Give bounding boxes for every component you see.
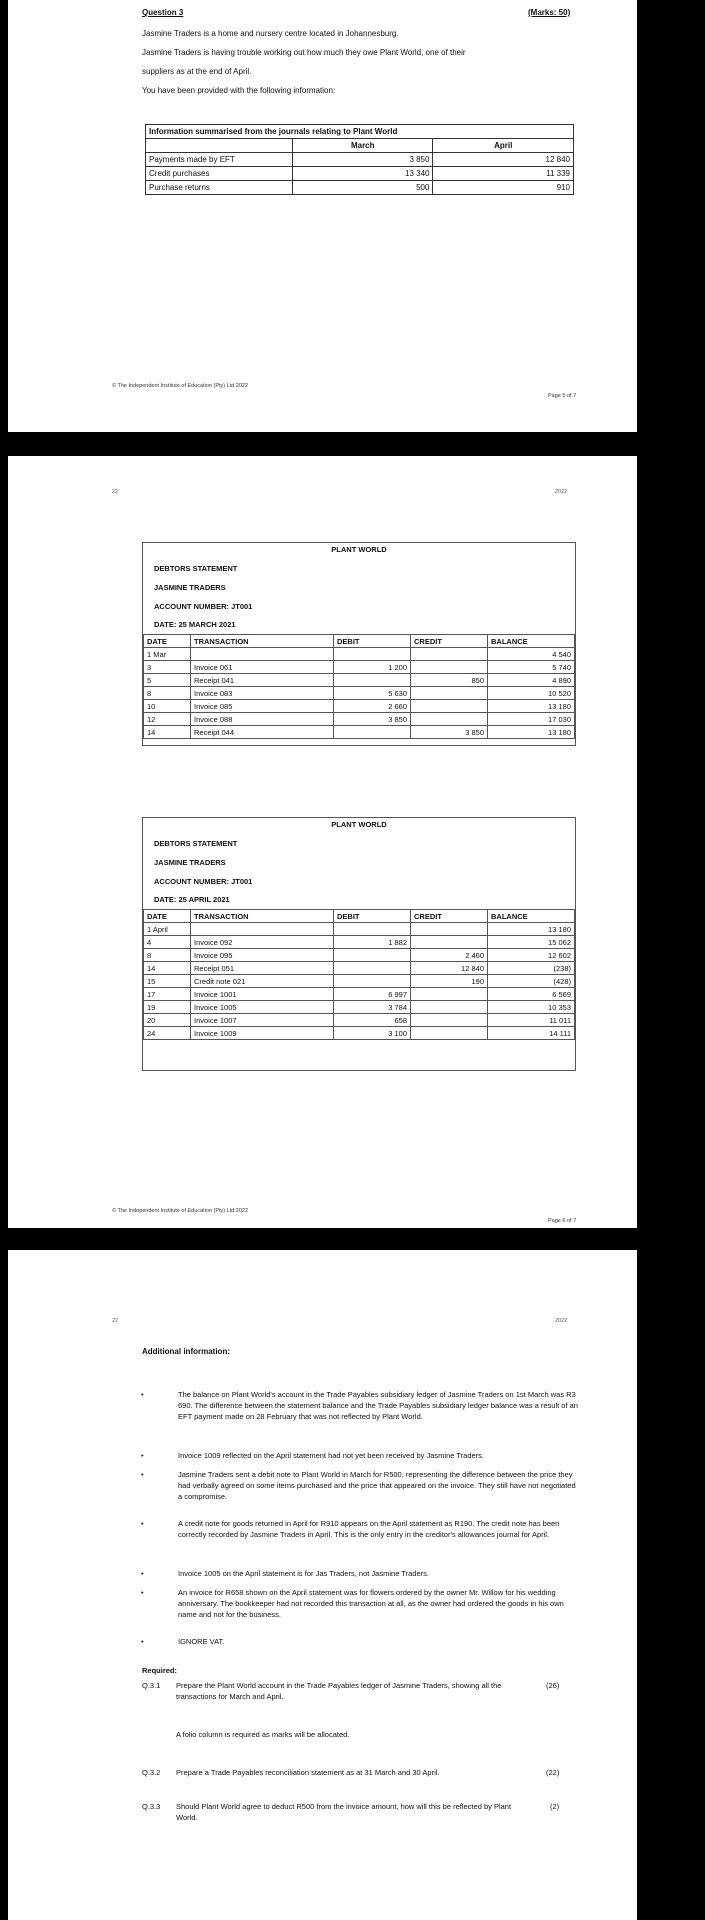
statement-heading: DEBTORS STATEMENT	[154, 564, 238, 573]
column-april: April	[433, 139, 574, 153]
page-number: Page 6 of 7	[548, 1218, 577, 1224]
page-5	[8, 0, 637, 432]
additional-heading: Additional information:	[142, 1347, 230, 1356]
corner-right: 2022	[555, 1318, 568, 1324]
table-row: 1 Mar 4 540	[144, 648, 575, 661]
question-text: Should Plant World agree to deduct R500 from the invoice amount, how will this be reflected by Plant World.	[176, 1802, 512, 1822]
table-row: 14 Receipt 051 12 840 (238)	[144, 962, 575, 975]
intro-line-3: suppliers as at the end of April.	[142, 67, 252, 76]
copyright: © The Independent Institute of Education (Pty) Ltd 2022	[112, 1208, 249, 1214]
table-row: Purchase returns 500 910	[146, 181, 574, 195]
corner-left: 22	[112, 489, 119, 495]
page-6	[8, 456, 637, 1228]
corner-right: 2022	[555, 489, 568, 495]
question-marks: (2)	[550, 1802, 560, 1811]
table-row: Payments made by EFT 3 850 12 840	[146, 153, 574, 167]
statement-company: PLANT WORLD	[331, 820, 387, 829]
statement-table: DATE TRANSACTION DEBIT CREDIT BALANCE 1 Mar 4 540 3 Invoice 061 1 200 5 740 5 Receipt 041 850 4 890 8 Invoice 083 5 630 10 520 10 Invoice 085 2 660 13 180 12 Invoice 088 3 850 17 030 14 Receipt 044 3 850 13 180	[143, 634, 575, 739]
copyright: © The Independent Institute of Education (Pty) Ltd 2022	[112, 383, 249, 389]
list-item: • Invoice 1009 reflected on the April statement had not yet been received by Jasmine Traders.	[141, 1451, 485, 1460]
question-text: Prepare a Trade Payables reconciliation statement as at 31 March and 30 April.	[176, 1768, 440, 1777]
statement-company: PLANT WORLD	[331, 545, 387, 554]
table-row: 12 Invoice 088 3 850 17 030	[144, 713, 575, 726]
list-item: • Jasmine Traders sent a debit note to Plant World in March for R500, representing the difference between the price they had verbally agreed on some items purchased and the price that appeared on the invoice. They still have not negotiated a compromise.	[141, 1470, 576, 1501]
folio-note: A folio column is required as marks will be allocated.	[176, 1730, 350, 1739]
table-row: 17 Invoice 1001 6 997 6 569	[144, 988, 575, 1001]
summary-caption: Information summarised from the journals relating to Plant World	[146, 125, 574, 139]
intro-line-1: Jasmine Traders is a home and nursery centre located in Johannesburg.	[142, 29, 399, 38]
question-number: Q.3.2	[142, 1768, 161, 1777]
table-row: 14 Receipt 044 3 850 13 180	[144, 726, 575, 739]
question-number: Q.3.3	[142, 1802, 161, 1811]
list-item: • Invoice 1005 on the April statement is for Jas Traders, not Jasmine Traders.	[141, 1569, 429, 1578]
statement-table: DATE TRANSACTION DEBIT CREDIT BALANCE 1 April 13 180 4 Invoice 092 1 882 15 062 8 Invoice 095 2 460 12 602 14 Receipt 051 12 840 (238) 15 Credit note 021 190 (428) 17 Invoice 1001 6 997 6 569 19 Invoice 1005 3 784 10 353 20 Invoice 1007 658 11 011 24 Invoice 1009 3 100 14 111	[143, 909, 575, 1040]
table-row: 3 Invoice 061 1 200 5 740	[144, 661, 575, 674]
list-item: • A credit note for goods returned in April for R910 appears on the April statement as R190. The credit note has been correctly recorded by Jasmine Traders in April. This is the only entry in the creditor's allowances journal for April.	[141, 1519, 560, 1539]
table-row: 4 Invoice 092 1 882 15 062	[144, 936, 575, 949]
table-row: 20 Invoice 1007 658 11 011	[144, 1014, 575, 1027]
question-marks: (Marks: 50)	[528, 8, 571, 17]
question-label: Question 3	[142, 8, 184, 17]
statement-customer: JASMINE TRADERS	[154, 583, 226, 592]
required-heading: Required:	[142, 1666, 178, 1675]
table-row: 24 Invoice 1009 3 100 14 111	[144, 1027, 575, 1040]
question-marks: (22)	[546, 1768, 560, 1777]
table-row: 1 April 13 180	[144, 923, 575, 936]
list-item: • The balance on Plant World's account in the Trade Payables subsidiary ledger of Jasmine Traders on 1st March was R3 690. The difference between the statement balance and the Trade Payables subsidiary ledger balance was a result of an EFT payment made on 28 February that was not reflected by Plant World.	[141, 1390, 578, 1421]
page-7	[8, 1250, 637, 1920]
table-row: 8 Invoice 083 5 630 10 520	[144, 687, 575, 700]
list-item: • An invoice for R658 shown on the April statement was for flowers ordered by the owner Mr. Willow for his wedding anniversary. The bookkeeper had not recorded this transaction at all, as the owner had ordered the goods in his own name and not for the business.	[141, 1588, 564, 1619]
summary-table	[145, 124, 574, 195]
corner-left: 22	[112, 1318, 119, 1324]
page-number: Page 5 of 7	[548, 393, 577, 399]
statement-customer: JASMINE TRADERS	[154, 858, 226, 867]
intro-line-4: You have been provided with the following information:	[142, 86, 336, 95]
statement-march	[142, 542, 576, 746]
statement-date: DATE: 25 APRIL 2021	[154, 895, 230, 904]
statement-april	[142, 817, 576, 1071]
question-marks: (26)	[546, 1681, 560, 1690]
statement-account: ACCOUNT NUMBER: JT001	[154, 877, 253, 886]
column-march: March	[293, 139, 433, 153]
table-row: Credit purchases 13 340 11 339	[146, 167, 574, 181]
table-row: 19 Invoice 1005 3 784 10 353	[144, 1001, 575, 1014]
statement-heading: DEBTORS STATEMENT	[154, 839, 238, 848]
question-number: Q.3.1	[142, 1681, 161, 1690]
table-row: 8 Invoice 095 2 460 12 602	[144, 949, 575, 962]
table-row: 5 Receipt 041 850 4 890	[144, 674, 575, 687]
table-row: 10 Invoice 085 2 660 13 180	[144, 700, 575, 713]
table-row: 15 Credit note 021 190 (428)	[144, 975, 575, 988]
statement-date: DATE: 25 MARCH 2021	[154, 620, 236, 629]
question-text: Prepare the Plant World account in the Trade Payables ledger of Jasmine Traders, showing all the transactions for March and April.	[176, 1681, 502, 1701]
intro-line-2: Jasmine Traders is having trouble working out how much they owe Plant World, one of their	[142, 48, 466, 57]
list-item: • IGNORE VAT.	[141, 1637, 225, 1646]
statement-account: ACCOUNT NUMBER: JT001	[154, 602, 253, 611]
